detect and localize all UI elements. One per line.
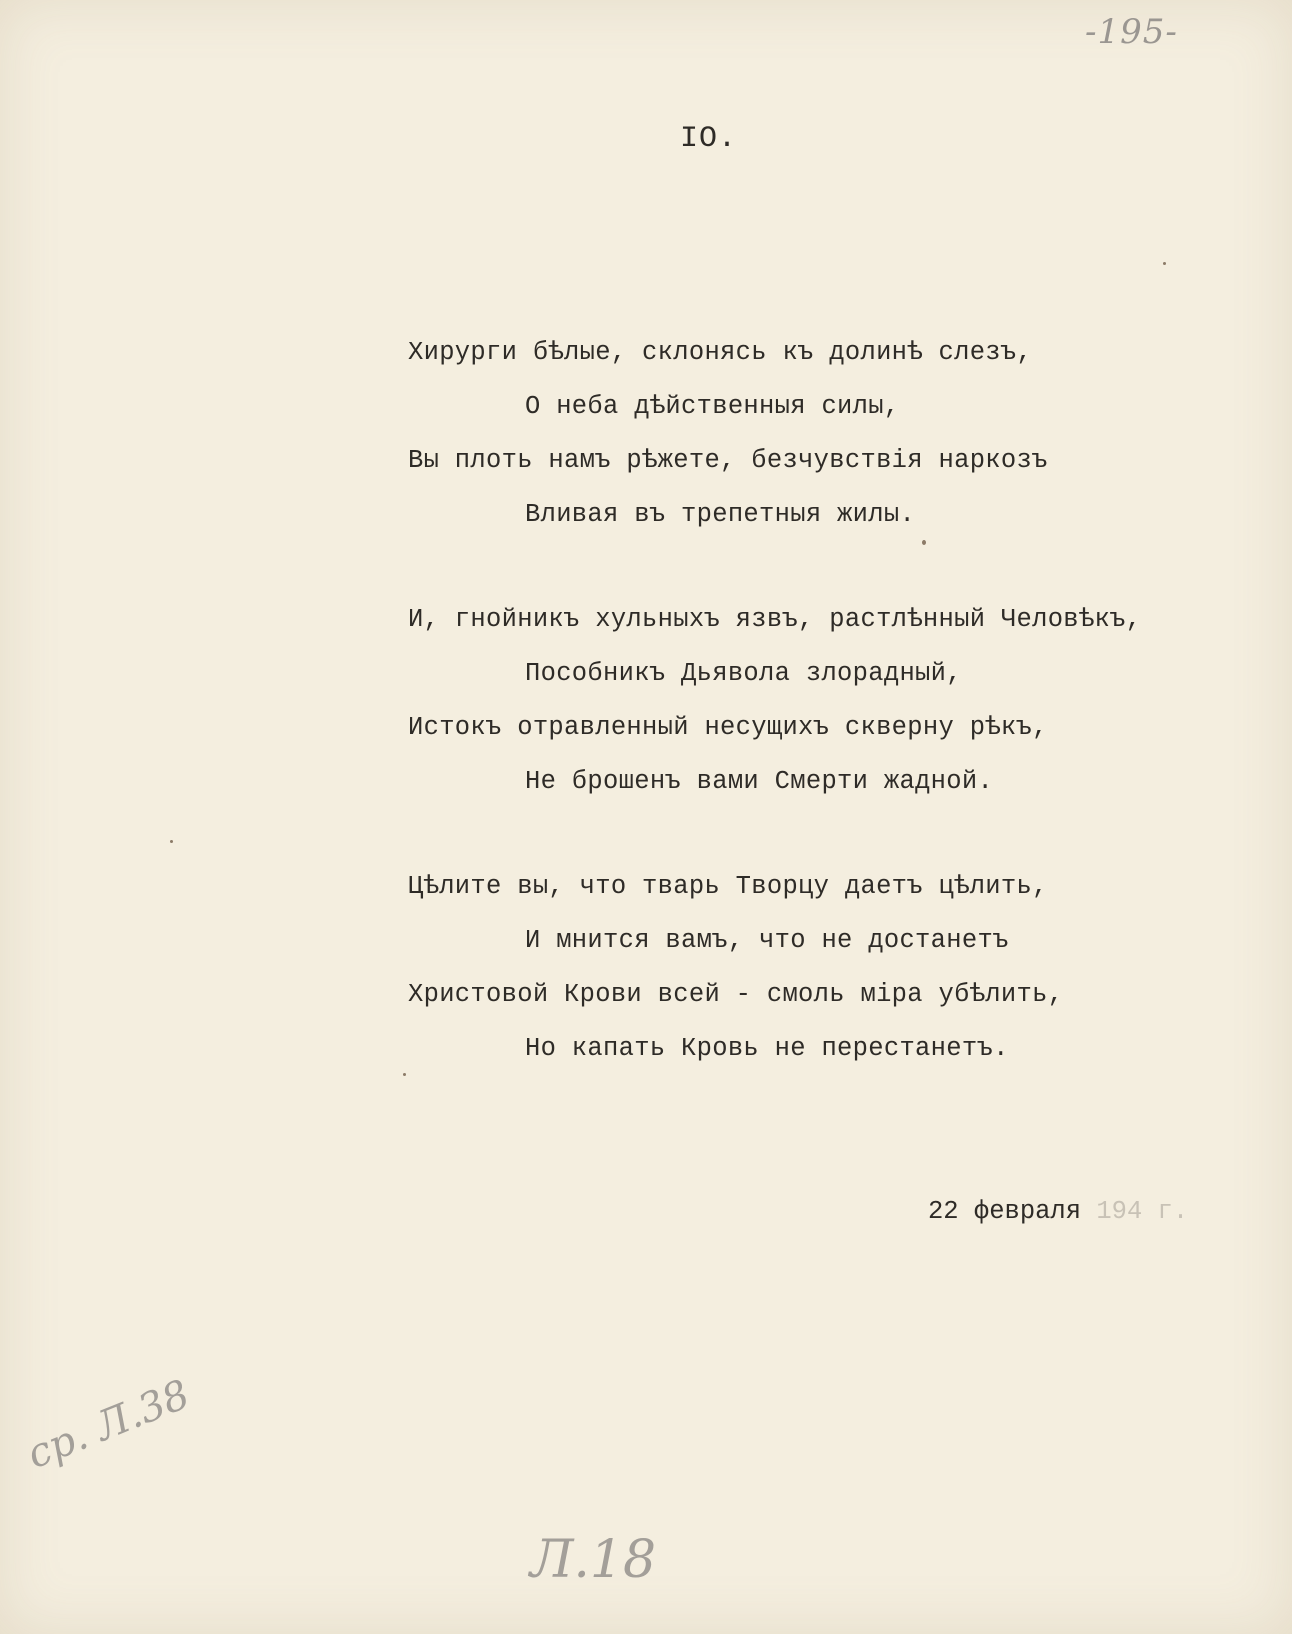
poem-line: Но капать Кровь не перестанетъ. [525,1034,1009,1063]
poem-body [408,326,1208,1127]
poem-line: И мнится вамъ, что не достанетъ [525,926,1009,955]
paper-speck [922,540,926,545]
handwritten-sheet-number: Л.18 [530,1530,657,1590]
date-year: 194 г. [1096,1197,1189,1226]
stanza [408,593,1208,809]
poem-line: Пособникъ Дьявола злорадный, [525,659,962,688]
poem-line: Вы плоть намъ рѣжете, безчувствія наркозъ [408,446,1048,475]
archive-page-number: -195- [1085,12,1178,52]
poem-line: О неба дѣйственныя силы, [525,392,900,421]
poem-line: Истокъ отравленный несущихъ скверну рѣкъ, [408,713,1048,742]
stanza [408,860,1208,1076]
paper-speck [170,840,173,843]
poem-line: Хирурги бѣлые, склонясь къ долинѣ слезъ, [408,338,1033,367]
poem-number: IO. [680,122,738,156]
poem-line: И, гнойникъ хульныхъ язвъ, растлѣнный Человѣкъ, [408,605,1142,634]
poem-line: Вливая въ трепетныя жилы. [525,500,916,529]
poem-line: Не брошенъ вами Смерти жадной. [525,767,994,796]
poem-date [928,1197,1188,1226]
poem-line: Христовой Крови всей - смоль міра убѣлить, [408,980,1064,1009]
stanza [408,326,1208,542]
poem-line: Цѣлите вы, что тварь Творцу даетъ цѣлить, [408,872,1048,901]
handwritten-archive-note: ср. Л.38 [20,1371,197,1478]
paper-speck [403,1073,406,1076]
date-day-month: 22 февраля [928,1197,1082,1226]
paper-speck [1163,262,1166,265]
